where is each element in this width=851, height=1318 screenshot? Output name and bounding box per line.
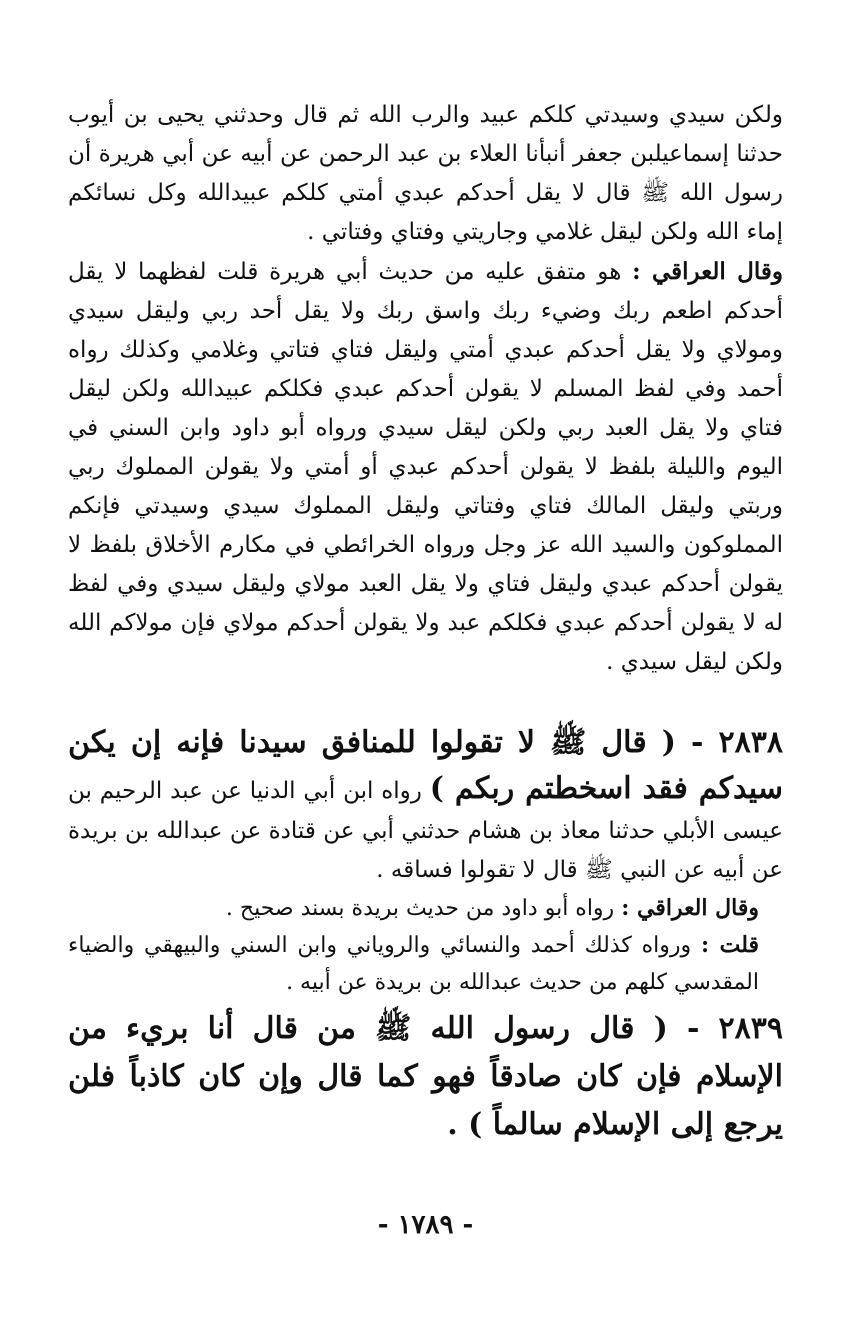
entry-2838 xyxy=(68,720,783,890)
entry-2838-heading: ٢٨٣٨ - ( قال ﷺ لا تقولوا للمنافق سيدنا فإنه إن يكن سيدكم فقد اسخطتم ربكم ) xyxy=(68,725,783,806)
entry-2838-iraqi-label: وقال العراقي : xyxy=(621,895,759,921)
entry-2838-qult-label: قلت : xyxy=(700,932,759,958)
paragraph-hadith-text: ولكن سيدي وسيدتي كلكم عبيد والرب الله ثم قال وحدثني يحيى بن أيوب حدثنا إسماعيلبن جعفر أنبأنا العلاء بن عبد الرحمن عن أبيه عن أبي هريرة أن رسول الله ﷺ قال لا يقل أحدكم عبدي أمتي كلكم عبيدالله وكل نسائكم إماء الله ولكن ليقل غلامي وجاريتي وفتاي وفتاتي . xyxy=(68,102,783,245)
page-number: - ١٧٨٩ - xyxy=(377,1210,474,1240)
paragraph-iraqi-commentary xyxy=(68,252,783,682)
section-spacer xyxy=(68,682,783,720)
entry-2839-heading: ٢٨٣٩ - ( قال رسول الله ﷺ من قال أنا بريء من الإسلام فإن كان صادقاً فهو كما قال وإن كان كاذباً فلن يرجع إلى الإسلام سالماً ) . xyxy=(68,1011,783,1142)
entry-2838-qult xyxy=(68,927,783,1001)
page-text-block xyxy=(68,96,783,1149)
entry-2838-body: رواه ابن أبي الدنيا عن عبد الرحيم بن عيسى الأبلي حدثنا معاذ بن هشام حدثني أبي عن قتادة عن عبدالله بن بريدة عن أبيه عن النبي ﷺ قال لا تقولوا فساقه . xyxy=(68,778,783,883)
iraqi-label: وقال العراقي : xyxy=(632,258,783,285)
entry-2838-iraqi xyxy=(68,890,783,927)
entry-2838-iraqi-text: رواه أبو داود من حديث بريدة بسند صحيح . xyxy=(225,896,622,921)
entry-2838-qult-text: ورواه كذلك أحمد والنسائي والروياني وابن السني والبيهقي والضياء المقدسي كلهم من حديث عبدالله بن بريدة عن أبيه . xyxy=(68,933,759,995)
iraqi-commentary-text: هو متفق عليه من حديث أبي هريرة قلت لفظهما لا يقل أحدكم اطعم ربك وضيء ربك واسق ربك ولا يقل أحد ربي وليقل سيدي ومولاي ولا يقل أحدكم عبدي أمتي وليقل فتاي فتاتي وغلامي وكذلك رواه أحمد وفي لفظ المسلم لا يقولن أحدكم عبدي فكلكم عبيدالله ولكن ليقل فتاي ولا يقل العبد ربي ولكن ليقل سيدي ورواه أبو داود وابن السني في اليوم والليلة بلفظ لا يقولن أحدكم عبدي أو أمتي ولا يقولن المملوك ربي وربتي وليقل المالك فتاي وفتاتي وليقل المملوك سيدي وسيدتي فإنكم المملوكون والسيد الله عز وجل ورواه الخرائطي في مكارم الأخلاق بلفظ لا يقولن أحدكم عبدي وليقل فتاي ولا يقل العبد مولاي وليقل سيدي وفي لفظ له لا يقولن أحدكم عبدي فكلكم عبد ولا يقولن أحدكم مولاي فإن مولاكم الله ولكن ليقل سيدي . xyxy=(68,259,783,675)
